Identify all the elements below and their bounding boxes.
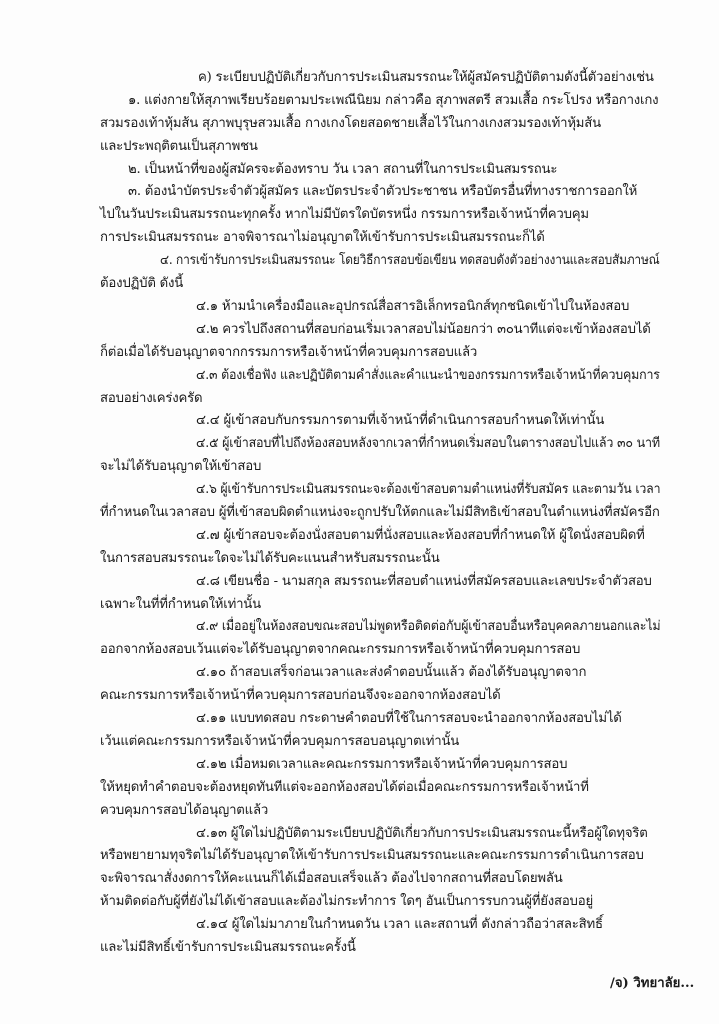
item-4-13-line-2: หรือพยายามทุจริตไม่ได้รับอนุญาตให้เข้ารับการประเมินสมรรถนะและคณะกรรมการดำเนินการสอบ [100, 848, 644, 863]
item-4-11-line-2: เว้นแต่คณะกรรมการหรือเจ้าหน้าที่ควบคุมการสอบอนุญาตเท่านั้น [100, 734, 460, 749]
item-1-line-3: และประพฤติตนเป็นสุภาพชน [100, 139, 258, 154]
item-4-6-line-2: ที่กำหนดในเวลาสอบ ผู้ที่เข้าสอบผิดตำแหน่งจะถูกปรับให้ตกและไม่มีสิทธิเข้าสอบในตำแหน่งที่สมัครอีก [100, 505, 660, 520]
item-4-2-line-1: ๔.๒ ควรไปถึงสถานที่สอบก่อนเริ่มเวลาสอบไม่น้อยกว่า ๓๐นาทีแต่จะเข้าห้องสอบได้ [196, 322, 651, 337]
item-4-3-line-1: ๔.๓ ต้องเชื่อฟัง และปฏิบัติตามคำสั่งและคำแนะนำของกรรมการหรือเจ้าหน้าที่ควบคุมการ [196, 368, 660, 383]
section-heading: ค) ระเบียบปฏิบัติเกี่ยวกับการประเมินสมรรถนะให้ผู้สมัครปฏิบัติตามดังนี้ตัวอย่างเช่น [198, 70, 654, 85]
item-3-line-2: ไปในวันประเมินสมรรถนะทุกครั้ง หากไม่มีบัตรใดบัตรหนึ่ง กรรมการหรือเจ้าหน้าที่ควบคุม [100, 207, 589, 222]
item-4-6-line-1: ๔.๖ ผู้เข้ารับการประเมินสมรรถนะจะต้องเข้าสอบตามตำแหน่งที่รับสมัคร และตามวัน เวลา [196, 482, 661, 497]
item-4-2-line-2: ก็ต่อเมื่อได้รับอนุญาตจากกรรมการหรือเจ้าหน้าที่ควบคุมการสอบแล้ว [100, 345, 478, 360]
item-4-9-line-2: ออกจากห้องสอบเว้นแต่จะได้รับอนุญาตจากคณะกรรมการหรือเจ้าหน้าที่ควบคุมการสอบ [100, 642, 581, 657]
item-1-line-1: ๑. แต่งกายให้สุภาพเรียบร้อยตามประเพณีนิยม กล่าวคือ สุภาพสตรี สวมเสื้อ กระโปรง หรือกางเกง [128, 93, 659, 108]
item-4-14-line-2: และไม่มีสิทธิ์เข้ารับการประเมินสมรรถนะครั้งนี้ [100, 940, 356, 955]
item-4-13-line-1: ๔.๑๓ ผู้ใดไม่ปฏิบัติตามระเบียบปฏิบัติเกี่ยวกับการประเมินสมรรถนะนี้หรือผู้ใดทุจริต [196, 826, 648, 841]
item-4-line-1: ๔. การเข้ารับการประเมินสมรรถนะ โดยวิธีการสอบข้อเขียน ทดสอบดังตัวอย่างงานและสอบสัมภาษณ์ [160, 253, 660, 268]
item-4-1-line-1: ๔.๑ ห้ามนำเครื่องมือและอุปกรณ์สื่อสารอิเล็กทรอนิกส์ทุกชนิดเข้าไปในห้องสอบ [196, 299, 630, 314]
item-4-7-line-2: ในการสอบสมรรถนะใดจะไม่ได้รับคะแนนสำหรับสมรรถนะนั้น [100, 551, 440, 566]
item-4-3-line-2: สอบอย่างเคร่งครัด [100, 391, 203, 406]
item-4-9-line-1: ๔.๙ เมื่ออยู่ในห้องสอบขณะสอบไม่พูดหรือติดต่อกับผู้เข้าสอบอื่นหรือบุคคลภายนอกและไม่ [196, 619, 661, 634]
item-4-10-line-1: ๔.๑๐ ถ้าสอบเสร็จก่อนเวลาและส่งคำตอบนั้นแล้ว ต้องได้รับอนุญาตจาก [196, 665, 587, 680]
item-3-line-1: ๓. ต้องนำบัตรประจำตัวผู้สมัคร และบัตรประจำตัวประชาชน หรือบัตรอื่นที่ทางราชการออกให้ [128, 184, 638, 199]
item-4-8-line-1: ๔.๘ เขียนชื่อ - นามสกุล สมรรถนะที่สอบตำแหน่งที่สมัครสอบและเลขประจำตัวสอบ [196, 574, 652, 589]
item-4-4-line-1: ๔.๔ ผู้เข้าสอบกับกรรมการตามที่เจ้าหน้าที่ดำเนินการสอบกำหนดให้เท่านั้น [196, 413, 605, 428]
item-2-line-1: ๒. เป็นหน้าที่ของผู้สมัครจะต้องทราบ วัน เวลา สถานที่ในการประเมินสมรรถนะ [128, 162, 558, 177]
item-3-line-3: การประเมินสมรรถนะ อาจพิจารณาไม่อนุญาตให้เข้ารับการประเมินสมรรถนะก็ได้ [100, 230, 545, 245]
item-4-12-line-2: ให้หยุดทำคำตอบจะต้องหยุดทันทีแต่จะออกห้องสอบได้ต่อเมื่อคณะกรรมการหรือเจ้าหน้าที่ [100, 780, 589, 795]
page-footer-continuation: /จ) วิทยาลัย... [610, 976, 695, 991]
item-4-13-line-4: ห้ามติดต่อกับผู้ที่ยังไม่ได้เข้าสอบและต้องไม่กระทำการ ใดๆ อันเป็นการรบกวนผู้ที่ยังสอบอยู่ [100, 894, 593, 909]
item-4-7-line-1: ๔.๗ ผู้เข้าสอบจะต้องนั่งสอบตามที่นั่งสอบและห้องสอบที่กำหนดให้ ผู้ใดนั่งสอบผิดที่ [196, 528, 645, 543]
item-4-5-line-1: ๔.๕ ผู้เข้าสอบที่ไปถึงห้องสอบหลังจากเวลาที่กำหนดเริ่มสอบในตารางสอบไปแล้ว ๓๐ นาที [196, 436, 660, 451]
item-4-11-line-1: ๔.๑๑ แบบทดสอบ กระดาษคำตอบที่ใช้ในการสอบจะนำออกจากห้องสอบไม่ได้ [196, 711, 622, 726]
item-4-12-line-1: ๔.๑๒ เมื่อหมดเวลาและคณะกรรมการหรือเจ้าหน้าที่ควบคุมการสอบ [196, 757, 568, 772]
item-4-10-line-2: คณะกรรมการหรือเจ้าหน้าที่ควบคุมการสอบก่อนจึงจะออกจากห้องสอบได้ [100, 688, 501, 703]
item-4-line-2: ต้องปฏิบัติ ดังนี้ [100, 276, 184, 291]
item-4-14-line-1: ๔.๑๔ ผู้ใดไม่มาภายในกำหนดวัน เวลา และสถานที่ ดังกล่าวถือว่าสละสิทธิ์ [196, 917, 603, 932]
item-4-8-line-2: เฉพาะในที่ที่กำหนดให้เท่านั้น [100, 597, 261, 612]
item-4-13-line-3: จะพิจารณาสั่งงดการให้คะแนนก็ได้เมื่อสอบเสร็จแล้ว ต้องไปจากสถานที่สอบโดยพลัน [100, 871, 563, 886]
item-4-5-line-2: จะไม่ได้รับอนุญาตให้เข้าสอบ [100, 459, 262, 474]
item-4-12-line-3: ควบคุมการสอบได้อนุญาตแล้ว [100, 803, 269, 818]
item-1-line-2: สวมรองเท้าหุ้มส้น สุภาพบุรุษสวมเสื้อ กางเกงโดยสอดชายเสื้อไว้ในกางเกงสวมรองเท้าหุ้มส้น [100, 116, 601, 131]
